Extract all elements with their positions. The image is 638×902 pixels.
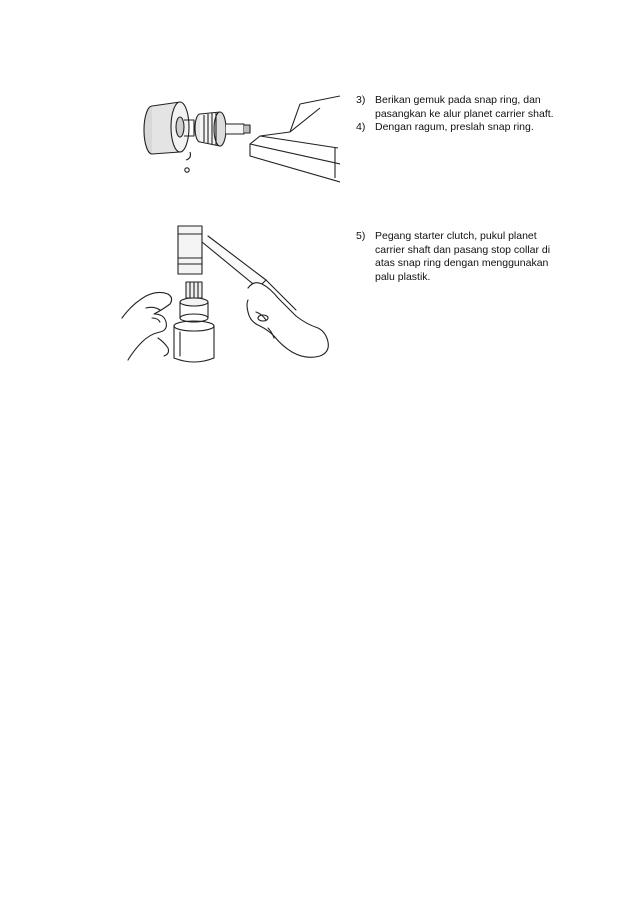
step-number: 5)	[356, 230, 366, 242]
step-number: 3)	[356, 94, 366, 106]
list-item	[356, 94, 566, 121]
steps-group-bottom	[356, 230, 566, 284]
list-item	[356, 121, 566, 135]
step-text: Berikan gemuk pada snap ring, dan pasangkan ke alur planet carrier shaft.	[375, 94, 554, 120]
step-text: Pegang starter clutch, pukul planet carrier shaft dan pasang stop collar di atas snap ring dengan menggunakan palu plastik.	[375, 230, 551, 283]
plastic-hammer-illustration	[118, 218, 336, 368]
steps-group-top	[356, 94, 566, 135]
step-text: Dengan ragum, preslah snap ring.	[375, 121, 534, 133]
list-item	[356, 230, 566, 284]
step-number: 4)	[356, 121, 366, 133]
vise-snap-ring-illustration	[140, 92, 340, 202]
